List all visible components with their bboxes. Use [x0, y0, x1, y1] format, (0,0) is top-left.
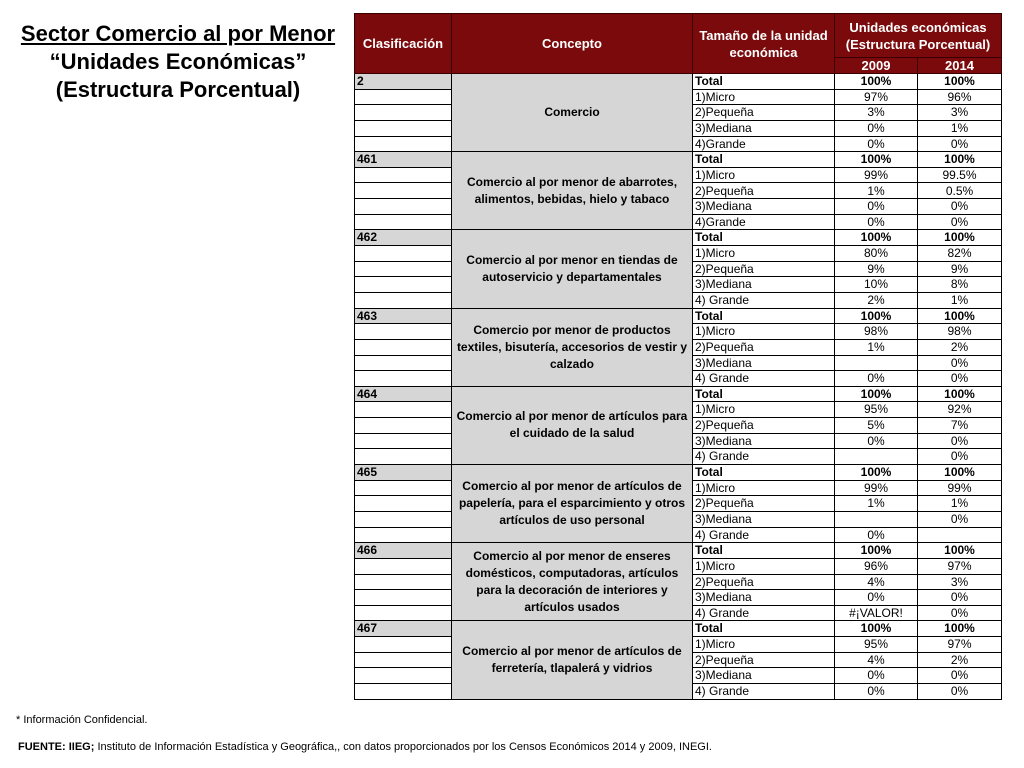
- size-cell: 2)Pequeña: [693, 418, 835, 434]
- data-table: [354, 13, 1002, 700]
- size-cell: Total: [693, 543, 835, 559]
- value-2014-cell: 0%: [918, 449, 1002, 465]
- value-2014-cell: 98%: [918, 324, 1002, 340]
- value-2014-cell: 0%: [918, 199, 1002, 215]
- value-2014-cell: 0%: [918, 668, 1002, 684]
- size-cell: 4)Grande: [693, 214, 835, 230]
- value-2009-cell: 100%: [835, 386, 918, 402]
- size-cell: 4) Grande: [693, 605, 835, 621]
- value-2014-cell: 7%: [918, 418, 1002, 434]
- clasificacion-cell: [355, 418, 452, 434]
- size-cell: 4)Grande: [693, 136, 835, 152]
- size-cell: 2)Pequeña: [693, 652, 835, 668]
- value-2014-cell: 8%: [918, 277, 1002, 293]
- header-year-2009: 2009: [835, 58, 918, 74]
- value-2009-cell: [835, 449, 918, 465]
- clasificacion-cell: [355, 339, 452, 355]
- source-label: FUENTE: IIEG;: [18, 741, 95, 753]
- value-2009-cell: 99%: [835, 167, 918, 183]
- clasificacion-cell: [355, 167, 452, 183]
- value-2014-cell: 100%: [918, 386, 1002, 402]
- concepto-cell: Comercio al por menor de enseres domésticos, computadoras, artículos para la decoración de interiores y artículos usados: [452, 543, 693, 621]
- concepto-cell: Comercio por menor de productos textiles, bisutería, accesorios de vestir y calzado: [452, 308, 693, 386]
- value-2009-cell: 1%: [835, 183, 918, 199]
- table-body: [355, 74, 1002, 700]
- clasificacion-cell: [355, 261, 452, 277]
- clasificacion-cell: [355, 292, 452, 308]
- size-cell: 2)Pequeña: [693, 261, 835, 277]
- clasificacion-cell: [355, 371, 452, 387]
- clasificacion-cell: 463: [355, 308, 452, 324]
- value-2009-cell: 1%: [835, 339, 918, 355]
- header-clasificacion: Clasificación: [355, 14, 452, 74]
- clasificacion-cell: [355, 105, 452, 121]
- size-cell: 2)Pequeña: [693, 105, 835, 121]
- value-2014-cell: 1%: [918, 496, 1002, 512]
- value-2009-cell: 0%: [835, 433, 918, 449]
- clasificacion-cell: 2: [355, 74, 452, 90]
- value-2014-cell: 100%: [918, 543, 1002, 559]
- value-2009-cell: #¡VALOR!: [835, 605, 918, 621]
- header-unidades: Unidades económicas (Estructura Porcentual): [835, 14, 1002, 58]
- concepto-cell: Comercio al por menor de artículos de ferretería, tlapalerá y vidrios: [452, 621, 693, 699]
- value-2009-cell: 98%: [835, 324, 918, 340]
- value-2009-cell: [835, 355, 918, 371]
- header-concepto: Concepto: [452, 14, 693, 74]
- value-2009-cell: 100%: [835, 152, 918, 168]
- value-2009-cell: 97%: [835, 89, 918, 105]
- size-cell: 1)Micro: [693, 167, 835, 183]
- value-2009-cell: 95%: [835, 402, 918, 418]
- value-2014-cell: 2%: [918, 652, 1002, 668]
- value-2014-cell: 0%: [918, 605, 1002, 621]
- clasificacion-cell: [355, 590, 452, 606]
- size-cell: Total: [693, 621, 835, 637]
- clasificacion-cell: [355, 496, 452, 512]
- clasificacion-cell: [355, 120, 452, 136]
- table-row: [355, 74, 1002, 90]
- header-tamano: Tamaño de la unidad económica: [693, 14, 835, 74]
- value-2014-cell: 1%: [918, 292, 1002, 308]
- clasificacion-cell: [355, 199, 452, 215]
- clasificacion-cell: [355, 527, 452, 543]
- size-cell: 4) Grande: [693, 371, 835, 387]
- value-2014-cell: 100%: [918, 465, 1002, 481]
- size-cell: 3)Mediana: [693, 511, 835, 527]
- title-line-2: “Unidades Económicas”: [49, 49, 307, 74]
- value-2014-cell: 82%: [918, 246, 1002, 262]
- title-line-1: Sector Comercio al por Menor: [20, 21, 336, 46]
- value-2009-cell: 0%: [835, 527, 918, 543]
- table-row: [355, 308, 1002, 324]
- value-2014-cell: 0%: [918, 214, 1002, 230]
- value-2009-cell: 9%: [835, 261, 918, 277]
- size-cell: Total: [693, 308, 835, 324]
- clasificacion-cell: 462: [355, 230, 452, 246]
- value-2009-cell: 3%: [835, 105, 918, 121]
- clasificacion-cell: [355, 480, 452, 496]
- value-2014-cell: 0%: [918, 511, 1002, 527]
- value-2009-cell: 0%: [835, 668, 918, 684]
- value-2014-cell: [918, 527, 1002, 543]
- clasificacion-cell: [355, 324, 452, 340]
- clasificacion-cell: [355, 136, 452, 152]
- value-2009-cell: 0%: [835, 214, 918, 230]
- size-cell: Total: [693, 386, 835, 402]
- table-row: [355, 152, 1002, 168]
- value-2009-cell: 0%: [835, 199, 918, 215]
- value-2014-cell: 0%: [918, 355, 1002, 371]
- value-2014-cell: 97%: [918, 558, 1002, 574]
- value-2009-cell: 100%: [835, 230, 918, 246]
- value-2014-cell: 0.5%: [918, 183, 1002, 199]
- size-cell: 4) Grande: [693, 683, 835, 699]
- concepto-cell: Comercio: [452, 74, 693, 152]
- size-cell: 3)Mediana: [693, 277, 835, 293]
- clasificacion-cell: 465: [355, 465, 452, 481]
- size-cell: 3)Mediana: [693, 668, 835, 684]
- concepto-cell: Comercio al por menor de artículos de papelería, para el esparcimiento y otros artículos de uso personal: [452, 465, 693, 543]
- value-2014-cell: 3%: [918, 574, 1002, 590]
- value-2009-cell: 100%: [835, 621, 918, 637]
- clasificacion-cell: [355, 402, 452, 418]
- size-cell: 2)Pequeña: [693, 574, 835, 590]
- table-row: [355, 465, 1002, 481]
- concepto-cell: Comercio al por menor en tiendas de autoservicio y departamentales: [452, 230, 693, 308]
- value-2014-cell: 99%: [918, 480, 1002, 496]
- clasificacion-cell: [355, 558, 452, 574]
- value-2009-cell: 10%: [835, 277, 918, 293]
- clasificacion-cell: [355, 511, 452, 527]
- value-2014-cell: 99.5%: [918, 167, 1002, 183]
- value-2014-cell: 100%: [918, 152, 1002, 168]
- size-cell: Total: [693, 465, 835, 481]
- size-cell: 4) Grande: [693, 292, 835, 308]
- clasificacion-cell: [355, 89, 452, 105]
- value-2009-cell: 0%: [835, 120, 918, 136]
- value-2014-cell: 2%: [918, 339, 1002, 355]
- value-2009-cell: 95%: [835, 637, 918, 653]
- size-cell: 1)Micro: [693, 637, 835, 653]
- clasificacion-cell: [355, 183, 452, 199]
- size-cell: 4) Grande: [693, 449, 835, 465]
- size-cell: 3)Mediana: [693, 355, 835, 371]
- clasificacion-cell: 461: [355, 152, 452, 168]
- size-cell: 1)Micro: [693, 324, 835, 340]
- value-2009-cell: 96%: [835, 558, 918, 574]
- size-cell: 1)Micro: [693, 558, 835, 574]
- clasificacion-cell: [355, 355, 452, 371]
- value-2009-cell: 80%: [835, 246, 918, 262]
- size-cell: 2)Pequeña: [693, 496, 835, 512]
- value-2014-cell: 100%: [918, 230, 1002, 246]
- value-2009-cell: 5%: [835, 418, 918, 434]
- size-cell: 3)Mediana: [693, 433, 835, 449]
- value-2014-cell: 0%: [918, 590, 1002, 606]
- size-cell: 3)Mediana: [693, 590, 835, 606]
- value-2009-cell: 0%: [835, 136, 918, 152]
- value-2009-cell: 0%: [835, 590, 918, 606]
- clasificacion-cell: [355, 683, 452, 699]
- value-2009-cell: 100%: [835, 465, 918, 481]
- header-year-2014: 2014: [918, 58, 1002, 74]
- clasificacion-cell: [355, 214, 452, 230]
- size-cell: 2)Pequeña: [693, 183, 835, 199]
- value-2009-cell: 100%: [835, 543, 918, 559]
- clasificacion-cell: [355, 449, 452, 465]
- confidential-note: * Información Confidencial.: [16, 714, 148, 726]
- value-2014-cell: 100%: [918, 308, 1002, 324]
- concepto-cell: Comercio al por menor de abarrotes, alimentos, bebidas, hielo y tabaco: [452, 152, 693, 230]
- value-2009-cell: 0%: [835, 683, 918, 699]
- table-row: [355, 621, 1002, 637]
- source-text: Instituto de Información Estadística y Geográfica,, con datos proporcionados por los Censos Económicos 2014 y 2009, INEGI.: [97, 741, 712, 753]
- clasificacion-cell: 466: [355, 543, 452, 559]
- size-cell: 1)Micro: [693, 402, 835, 418]
- value-2009-cell: 1%: [835, 496, 918, 512]
- page-title: [8, 20, 348, 104]
- clasificacion-cell: [355, 637, 452, 653]
- value-2009-cell: [835, 511, 918, 527]
- value-2014-cell: 97%: [918, 637, 1002, 653]
- clasificacion-cell: [355, 652, 452, 668]
- value-2014-cell: 1%: [918, 120, 1002, 136]
- value-2009-cell: 4%: [835, 574, 918, 590]
- value-2009-cell: 4%: [835, 652, 918, 668]
- size-cell: 4) Grande: [693, 527, 835, 543]
- clasificacion-cell: [355, 433, 452, 449]
- size-cell: 1)Micro: [693, 89, 835, 105]
- size-cell: Total: [693, 230, 835, 246]
- size-cell: 3)Mediana: [693, 199, 835, 215]
- clasificacion-cell: [355, 246, 452, 262]
- size-cell: Total: [693, 152, 835, 168]
- value-2014-cell: 0%: [918, 371, 1002, 387]
- value-2014-cell: 0%: [918, 136, 1002, 152]
- size-cell: 1)Micro: [693, 480, 835, 496]
- value-2014-cell: 0%: [918, 433, 1002, 449]
- table-row: [355, 543, 1002, 559]
- value-2009-cell: 2%: [835, 292, 918, 308]
- size-cell: 1)Micro: [693, 246, 835, 262]
- value-2009-cell: 100%: [835, 308, 918, 324]
- size-cell: 3)Mediana: [693, 120, 835, 136]
- value-2009-cell: 99%: [835, 480, 918, 496]
- value-2014-cell: 0%: [918, 683, 1002, 699]
- value-2009-cell: 0%: [835, 371, 918, 387]
- clasificacion-cell: [355, 668, 452, 684]
- value-2014-cell: 9%: [918, 261, 1002, 277]
- size-cell: Total: [693, 74, 835, 90]
- table-row: [355, 386, 1002, 402]
- title-line-3: (Estructura Porcentual): [55, 77, 301, 102]
- clasificacion-cell: 464: [355, 386, 452, 402]
- clasificacion-cell: 467: [355, 621, 452, 637]
- clasificacion-cell: [355, 574, 452, 590]
- clasificacion-cell: [355, 277, 452, 293]
- value-2014-cell: 92%: [918, 402, 1002, 418]
- table-row: [355, 230, 1002, 246]
- value-2014-cell: 3%: [918, 105, 1002, 121]
- source-line: [18, 741, 712, 753]
- value-2014-cell: 96%: [918, 89, 1002, 105]
- size-cell: 2)Pequeña: [693, 339, 835, 355]
- value-2014-cell: 100%: [918, 74, 1002, 90]
- clasificacion-cell: [355, 605, 452, 621]
- concepto-cell: Comercio al por menor de artículos para el cuidado de la salud: [452, 386, 693, 464]
- value-2009-cell: 100%: [835, 74, 918, 90]
- value-2014-cell: 100%: [918, 621, 1002, 637]
